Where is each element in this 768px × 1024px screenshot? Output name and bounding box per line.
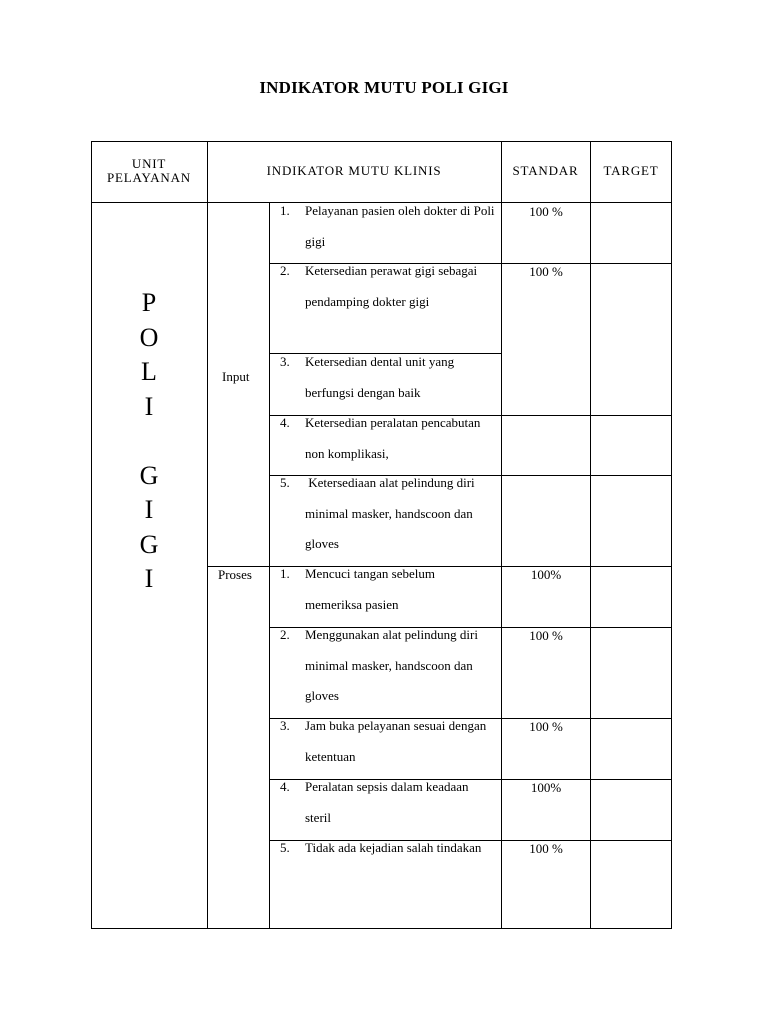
indicator-text: Menggunakan alat pelindung diri minimal masker, handscoon dan gloves	[305, 627, 478, 703]
standard-value: 100 %	[529, 841, 563, 856]
indicator-text: Mencuci tangan sebelum memeriksa pasien	[305, 566, 435, 612]
header-unit-line2: PELAYANAN	[106, 170, 191, 185]
indicator-text: Ketersedian dental unit yang berfungsi dengan baik	[305, 354, 455, 400]
standard-value: 100 %	[529, 628, 563, 643]
indicator-text: Ketersediaan alat pelindung diri minimal masker, handscoon dan gloves	[305, 475, 478, 551]
row-number: 5.	[280, 840, 290, 855]
row-number: 4.	[280, 415, 290, 430]
col-divider	[501, 141, 502, 929]
indicator-text: Peralatan sepsis dalam keadaan steril	[305, 779, 469, 825]
unit-letter: I	[144, 564, 154, 593]
header-indikator: INDIKATOR MUTU KLINIS	[266, 163, 442, 178]
row-number: 2.	[280, 627, 290, 642]
row-number: 5.	[280, 475, 290, 490]
col-divider	[590, 141, 591, 929]
row-number: 4.	[280, 779, 290, 794]
indicator-text: Pelayanan pasien oleh dokter di Poli gigi	[305, 203, 495, 249]
unit-letter: P	[141, 288, 157, 317]
header-target: TARGET	[603, 163, 659, 178]
standard-value: 100%	[530, 780, 562, 795]
row-number: 3.	[280, 354, 290, 369]
group-label-proses: Proses	[218, 567, 252, 582]
unit-letter: G	[139, 460, 159, 490]
group-label-input: Input	[222, 369, 250, 384]
unit-letter: G	[139, 529, 159, 559]
unit-letter: L	[141, 357, 157, 386]
header-standar: STANDAR	[512, 163, 579, 178]
unit-letter: O	[139, 322, 159, 352]
unit-letter: I	[144, 495, 154, 524]
standard-value: 100 %	[529, 264, 563, 279]
standard-value: 100 %	[529, 204, 563, 219]
row-number: 3.	[280, 718, 290, 733]
header-unit	[91, 157, 207, 185]
standard-value: 100 %	[529, 719, 563, 734]
row-number: 1.	[280, 566, 290, 581]
row-number: 1.	[280, 203, 290, 218]
unit-letter: I	[144, 391, 154, 421]
page-title: INDIKATOR MUTU POLI GIGI	[259, 78, 509, 97]
standard-value: 100%	[530, 567, 562, 582]
header-unit-line1: UNIT	[131, 156, 167, 171]
col-divider	[207, 141, 208, 929]
indicator-text: Jam buka pelayanan sesuai dengan ketentuan	[305, 718, 487, 764]
row-number: 2.	[280, 263, 290, 278]
unit-letter	[91, 424, 207, 459]
indicator-text: Tidak ada kejadian salah tindakan	[305, 840, 482, 855]
unit-name-vertical	[91, 286, 207, 597]
indicator-text: Ketersedian peralatan pencabutan non komplikasi,	[305, 415, 481, 461]
indicator-text: Ketersedian perawat gigi sebagai pendamping dokter gigi	[305, 263, 478, 309]
